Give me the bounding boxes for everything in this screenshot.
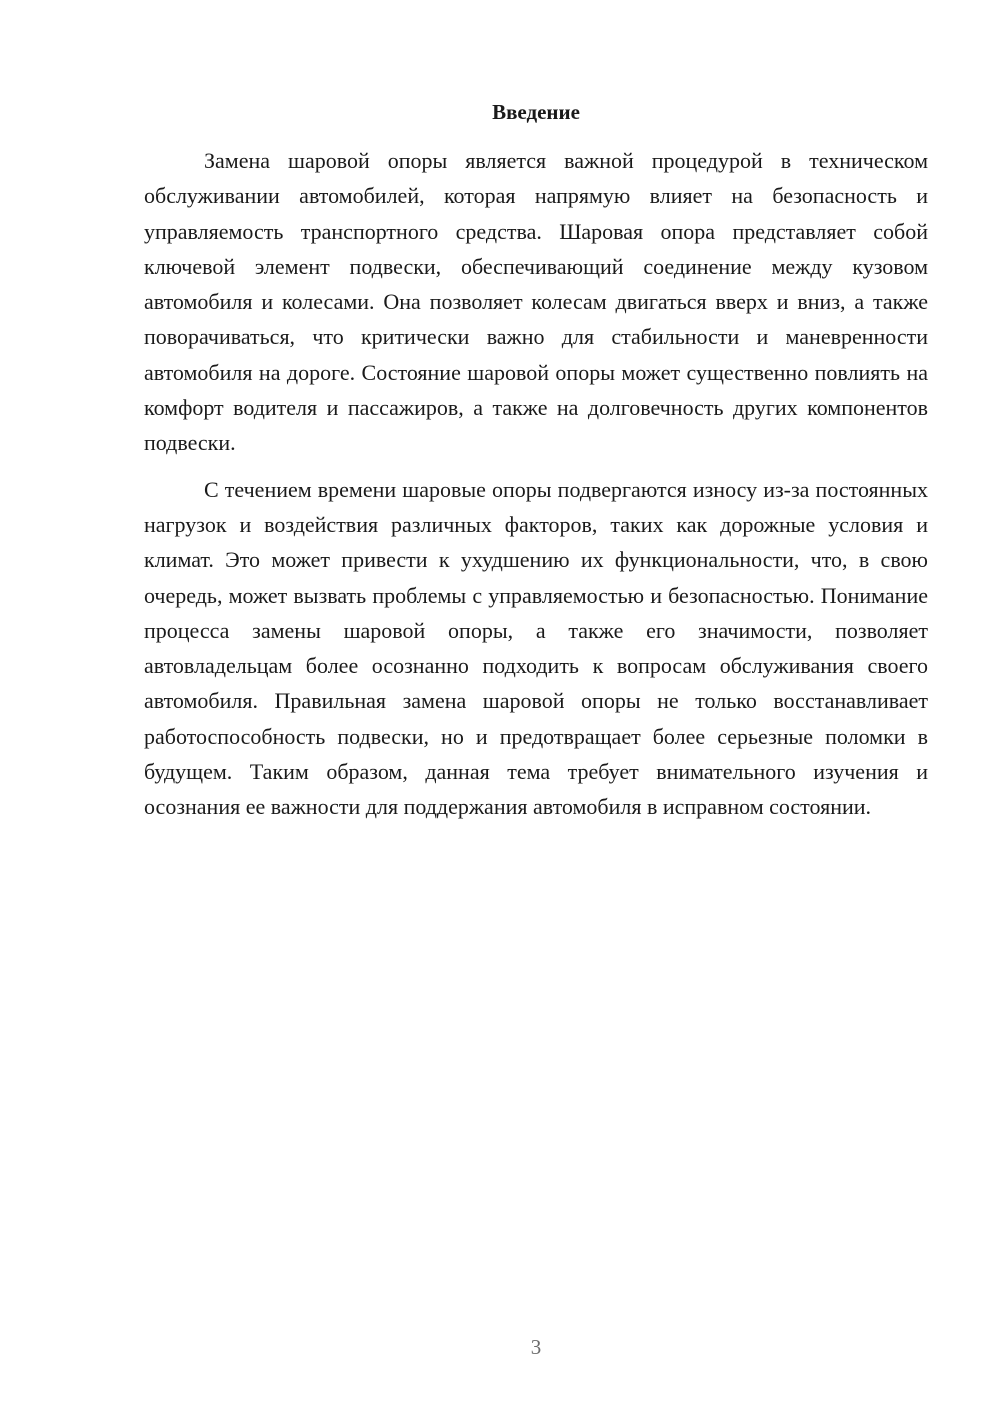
paragraph-1: Замена шаровой опоры является важной процедурой в техническом обслуживании автомобилей, которая напрямую влияет на безопасность и управляемость транспортного средства. Шаровая опора представляет собой ключевой элемент подвески, обеспечивающий соединение между кузовом автомобиля и колесами. Она позволяет колесам двигаться вверх и вниз, а также поворачиваться, что критически важно для стабильности и маневренности автомобиля на дороге. Состояние шаровой опоры может существенно повлиять на комфорт водителя и пассажиров, а также на долговечность других компонентов подвески.	[144, 148, 928, 456]
section-title: Введение	[492, 100, 580, 124]
page-number: 3	[530, 1335, 542, 1359]
body-text	[144, 143, 928, 825]
paragraph-2: С течением времени шаровые опоры подвергаются износу из-за постоянных нагрузок и воздействия различных факторов, таких как дорожные условия и климат. Это может привести к ухудшению их функциональности, что, в свою очередь, может вызвать проблемы с управляемостью и безопасностью. Понимание процесса замены шаровой опоры, а также его значимости, позволяет автовладельцам более осознанно подходить к вопросам обслуживания своего автомобиля. Правильная замена шаровой опоры не только восстанавливает работоспособность подвески, но и предотвращает более серьезные поломки в будущем. Таким образом, данная тема требует внимательного изучения и осознания ее важности для поддержания автомобиля в исправном состоянии.	[144, 476, 928, 820]
